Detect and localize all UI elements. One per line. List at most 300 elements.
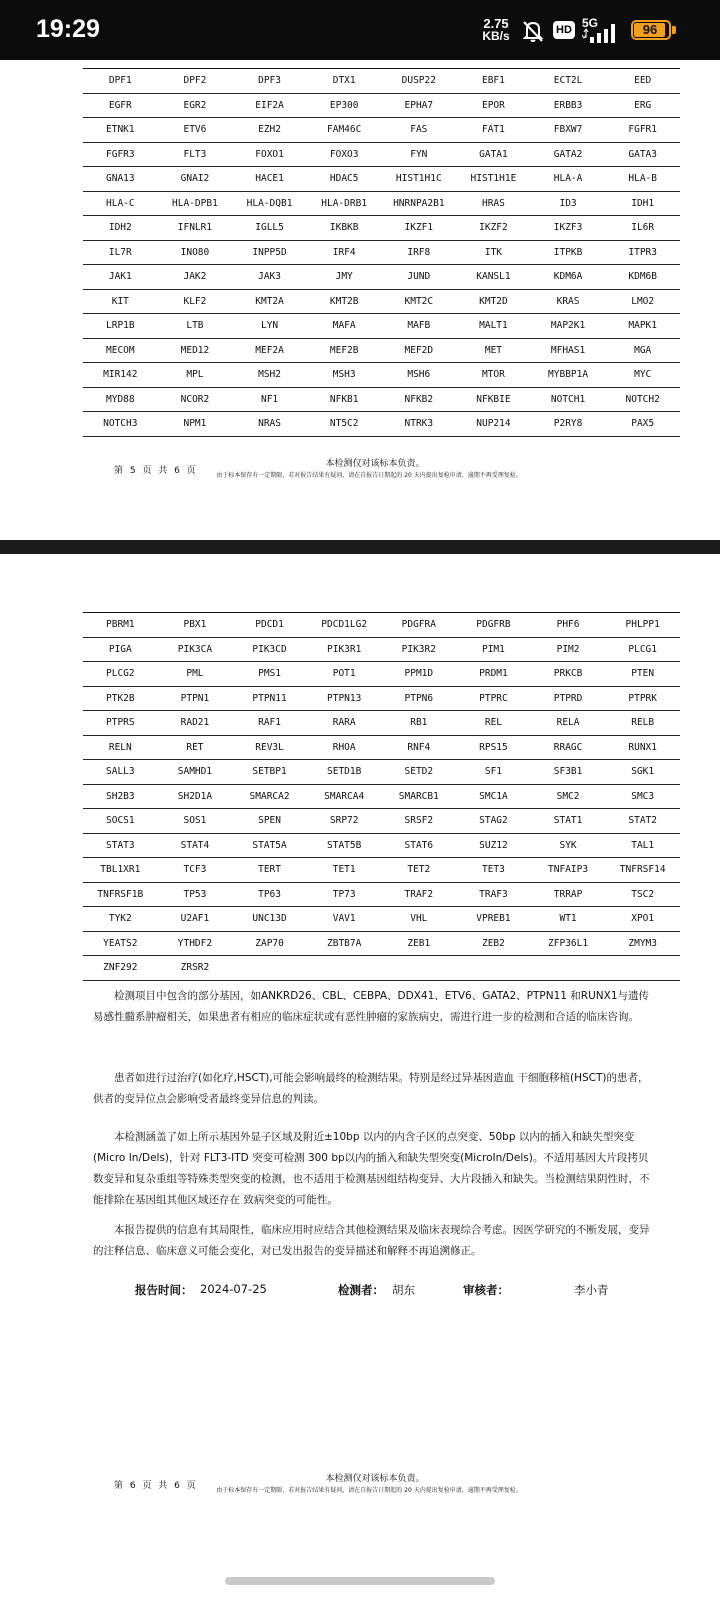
gene-cell: LTB — [158, 314, 233, 339]
gene-table-row — [83, 142, 680, 167]
gene-cell: ID3 — [531, 191, 606, 216]
gene-table-row — [83, 637, 680, 662]
gene-cell: IL6R — [605, 216, 680, 241]
gene-cell: YTHDF2 — [158, 931, 233, 956]
paragraph-hereditary: 检测项目中包含的部分基因，如ANKRD26、CBL、CEBPA、DDX41、ETV6、GATA2、PTPN11 和RUNX1与遗传易感性髓系肿瘤相关，如果患者有相应的临床症状或有恶性肿瘤的家族病史，需进行进一步的检测和合适的临床咨询。 — [93, 990, 650, 1023]
gene-cell: IKBKB — [307, 216, 382, 241]
gene-cell: MAP2K1 — [531, 314, 606, 339]
gene-cell: PBX1 — [158, 613, 233, 638]
gene-cell: MEF2A — [232, 338, 307, 363]
gene-cell: LMO2 — [605, 289, 680, 314]
gene-cell: EIF2A — [232, 93, 307, 118]
gene-table-row — [83, 167, 680, 192]
gene-cell: PTPRC — [456, 686, 531, 711]
gene-cell: P2RY8 — [531, 412, 606, 437]
gene-cell: TYK2 — [83, 907, 158, 932]
gene-cell: RHOA — [307, 735, 382, 760]
gene-cell: KDM6A — [531, 265, 606, 290]
gene-cell: KMT2A — [232, 289, 307, 314]
gene-cell: ITPKB — [531, 240, 606, 265]
gene-cell: FYN — [382, 142, 457, 167]
battery-level: 96 — [642, 22, 658, 37]
network-speed-value: 2.75 — [483, 16, 509, 31]
gene-cell: SMC1A — [456, 784, 531, 809]
gene-table-row — [83, 907, 680, 932]
gene-table-row — [83, 69, 680, 94]
gene-cell: MFHAS1 — [531, 338, 606, 363]
home-gesture-bar[interactable] — [225, 1577, 495, 1585]
gene-cell: PLCG2 — [83, 662, 158, 687]
gene-cell: JAK2 — [158, 265, 233, 290]
gene-cell: SMARCB1 — [382, 784, 457, 809]
gene-cell: PTPRK — [605, 686, 680, 711]
gene-cell: PLCG1 — [605, 637, 680, 662]
report-page-6 — [0, 554, 720, 1600]
gene-cell: HIST1H1E — [456, 167, 531, 192]
gene-cell: ETNK1 — [83, 118, 158, 143]
network-type: 5G — [582, 16, 599, 30]
gene-cell: JMY — [307, 265, 382, 290]
gene-cell: RPS15 — [456, 735, 531, 760]
gene-cell: ZMYM3 — [605, 931, 680, 956]
gene-cell: STAT6 — [382, 833, 457, 858]
gene-cell: MIR142 — [83, 363, 158, 388]
gene-cell: INPP5D — [232, 240, 307, 265]
gene-cell: TCF3 — [158, 858, 233, 883]
report-time: 2024-07-25 — [200, 1282, 267, 1296]
gene-table-row — [83, 216, 680, 241]
gene-cell: FAM46C — [307, 118, 382, 143]
gene-cell: DPF3 — [232, 69, 307, 94]
status-bar — [0, 0, 720, 60]
gene-cell: PDGFRB — [456, 613, 531, 638]
gene-cell: STAG2 — [456, 809, 531, 834]
gene-cell: SOS1 — [158, 809, 233, 834]
gene-cell: TNFRSF14 — [605, 858, 680, 883]
gene-cell: RRAGC — [531, 735, 606, 760]
gene-cell: PDCD1LG2 — [307, 613, 382, 638]
gene-cell: SF3B1 — [531, 760, 606, 785]
gene-cell: ECT2L — [531, 69, 606, 94]
gene-cell: HLA-DPB1 — [158, 191, 233, 216]
gene-cell: RARA — [307, 711, 382, 736]
gene-cell: EGFR — [83, 93, 158, 118]
gene-cell: YEATS2 — [83, 931, 158, 956]
gene-cell: FAT1 — [456, 118, 531, 143]
gene-cell: PTPN11 — [232, 686, 307, 711]
gene-cell: SUZ12 — [456, 833, 531, 858]
gene-cell: STAT1 — [531, 809, 606, 834]
gene-table-row — [83, 858, 680, 883]
gene-cell: PTPRS — [83, 711, 158, 736]
gene-cell: ZEB1 — [382, 931, 457, 956]
gene-cell: NOTCH3 — [83, 412, 158, 437]
gene-cell: IL7R — [83, 240, 158, 265]
page-separator — [0, 540, 720, 554]
gene-cell: KMT2D — [456, 289, 531, 314]
gene-cell: MED12 — [158, 338, 233, 363]
mute-bell-icon — [520, 18, 546, 44]
gene-cell: TET1 — [307, 858, 382, 883]
gene-table-row — [83, 265, 680, 290]
gene-cell: REL — [456, 711, 531, 736]
gene-table-row — [83, 289, 680, 314]
gene-cell: LYN — [232, 314, 307, 339]
gene-cell: VPREB1 — [456, 907, 531, 932]
gene-cell: PHF6 — [531, 613, 606, 638]
gene-cell: SMARCA2 — [232, 784, 307, 809]
gene-cell: ITPR3 — [605, 240, 680, 265]
battery-icon — [631, 20, 677, 42]
gene-table-row — [83, 809, 680, 834]
gene-cell: GATA1 — [456, 142, 531, 167]
gene-cell: HDAC5 — [307, 167, 382, 192]
hd-icon: HD — [553, 21, 575, 39]
footer-disclaimer: 本检测仅对该标本负责。 — [325, 1474, 425, 1484]
gene-table-row — [83, 363, 680, 388]
gene-cell: TP73 — [307, 882, 382, 907]
gene-cell: NTRK3 — [382, 412, 457, 437]
gene-cell: TERT — [232, 858, 307, 883]
gene-cell: PML — [158, 662, 233, 687]
gene-cell: RAF1 — [232, 711, 307, 736]
gene-table-row — [83, 412, 680, 437]
gene-cell: XPO1 — [605, 907, 680, 932]
gene-cell: EED — [605, 69, 680, 94]
footer-note: 由于标本保存有一定期限，若对报告结果有疑问，请在自报告日期起的 20 天内提出复检申请，逾期不再受理复检。 — [216, 472, 522, 479]
gene-cell: MTOR — [456, 363, 531, 388]
gene-cell: MSH6 — [382, 363, 457, 388]
gene-cell: NOTCH2 — [605, 387, 680, 412]
gene-cell: NCOR2 — [158, 387, 233, 412]
gene-cell: PTPRD — [531, 686, 606, 711]
gene-cell: TNFAIP3 — [531, 858, 606, 883]
gene-table-row — [83, 735, 680, 760]
gene-cell: GATA2 — [531, 142, 606, 167]
gene-cell: ETV6 — [158, 118, 233, 143]
gene-cell: RET — [158, 735, 233, 760]
battery-tip — [672, 26, 676, 34]
gene-cell: SRSF2 — [382, 809, 457, 834]
gene-cell: FOXO1 — [232, 142, 307, 167]
gene-cell: NFKB1 — [307, 387, 382, 412]
gene-cell: REV3L — [232, 735, 307, 760]
gene-cell: KDM6B — [605, 265, 680, 290]
gene-cell: SOCS1 — [83, 809, 158, 834]
gene-cell: MAPK1 — [605, 314, 680, 339]
gene-cell: MSH3 — [307, 363, 382, 388]
gene-cell: NFKB2 — [382, 387, 457, 412]
gene-cell: SETD1B — [307, 760, 382, 785]
gene-cell: PIK3R2 — [382, 637, 457, 662]
gene-cell: SMARCA4 — [307, 784, 382, 809]
gene-cell: VHL — [382, 907, 457, 932]
tester-name: 胡东 — [392, 1283, 415, 1297]
gene-cell: ITK — [456, 240, 531, 265]
gene-cell: TET2 — [382, 858, 457, 883]
gene-cell: PHLPP1 — [605, 613, 680, 638]
gene-cell: MSH2 — [232, 363, 307, 388]
gene-cell: TET3 — [456, 858, 531, 883]
gene-cell: SAMHD1 — [158, 760, 233, 785]
gene-cell: PIGA — [83, 637, 158, 662]
gene-cell: IRF4 — [307, 240, 382, 265]
gene-cell: KMT2C — [382, 289, 457, 314]
gene-cell: FAS — [382, 118, 457, 143]
gene-cell: ZEB2 — [456, 931, 531, 956]
paragraph-limitations: 本报告提供的信息有其局限性，临床应用时应结合其他检测结果及临床表现综合考虑。因医学研究的不断发展，变异的注释信息、临床意义可能会变化，对已发出报告的变异描述和解释不再追溯修正。 — [93, 1224, 650, 1257]
gene-cell: KMT2B — [307, 289, 382, 314]
gene-cell: SETD2 — [382, 760, 457, 785]
gene-cell: EGR2 — [158, 93, 233, 118]
gene-cell: PIK3CA — [158, 637, 233, 662]
gene-cell: HLA-A — [531, 167, 606, 192]
gene-cell: SYK — [531, 833, 606, 858]
gene-cell: MEF2B — [307, 338, 382, 363]
gene-table-row — [83, 882, 680, 907]
gene-cell: ZRSR2 — [158, 956, 233, 981]
gene-cell: U2AF1 — [158, 907, 233, 932]
reviewer-name: 李小青 — [574, 1283, 609, 1297]
gene-cell: IKZF3 — [531, 216, 606, 241]
gene-cell: PRKCB — [531, 662, 606, 687]
gene-cell: UNC13D — [232, 907, 307, 932]
gene-cell: TP53 — [158, 882, 233, 907]
gene-cell: IKZF1 — [382, 216, 457, 241]
gene-cell: SH2B3 — [83, 784, 158, 809]
gene-cell: EBF1 — [456, 69, 531, 94]
gene-cell: MECOM — [83, 338, 158, 363]
gene-cell: SMC2 — [531, 784, 606, 809]
gene-cell: EPOR — [456, 93, 531, 118]
gene-table-row — [83, 711, 680, 736]
gene-table-row — [83, 784, 680, 809]
gene-cell: RELA — [531, 711, 606, 736]
gene-cell: TAL1 — [605, 833, 680, 858]
gene-table-row — [83, 191, 680, 216]
gene-cell: DTX1 — [307, 69, 382, 94]
gene-cell: PTK2B — [83, 686, 158, 711]
gene-cell: KIT — [83, 289, 158, 314]
gene-cell: STAT2 — [605, 809, 680, 834]
gene-cell — [456, 956, 531, 981]
gene-cell: RELN — [83, 735, 158, 760]
gene-cell — [232, 956, 307, 981]
gene-cell: IFNLR1 — [158, 216, 233, 241]
gene-cell: STAT3 — [83, 833, 158, 858]
gene-cell: IRF8 — [382, 240, 457, 265]
gene-cell: KLF2 — [158, 289, 233, 314]
gene-table-row — [83, 760, 680, 785]
gene-table-page-5 — [83, 68, 680, 437]
gene-cell: DPF2 — [158, 69, 233, 94]
gene-cell: EZH2 — [232, 118, 307, 143]
gene-cell: TBL1XR1 — [83, 858, 158, 883]
gene-cell: SF1 — [456, 760, 531, 785]
gene-cell: RAD21 — [158, 711, 233, 736]
gene-cell: HACE1 — [232, 167, 307, 192]
gene-cell: PPM1D — [382, 662, 457, 687]
gene-cell: PTPN6 — [382, 686, 457, 711]
gene-cell: PIK3CD — [232, 637, 307, 662]
page-number: 第 6 页 共 6 页 — [114, 1481, 198, 1491]
gene-cell: STAT5B — [307, 833, 382, 858]
gene-table-row — [83, 956, 680, 981]
gene-cell: HLA-C — [83, 191, 158, 216]
gene-cell: PDCD1 — [232, 613, 307, 638]
gene-cell: MYBBP1A — [531, 363, 606, 388]
gene-cell: MEF2D — [382, 338, 457, 363]
gene-cell: DUSP22 — [382, 69, 457, 94]
gene-cell: NFKBIE — [456, 387, 531, 412]
gene-cell: PTPN1 — [158, 686, 233, 711]
gene-cell: NUP214 — [456, 412, 531, 437]
gene-cell: TNFRSF1B — [83, 882, 158, 907]
gene-table-row — [83, 314, 680, 339]
gene-cell: SH2D1A — [158, 784, 233, 809]
gene-cell: ZAP70 — [232, 931, 307, 956]
gene-cell: HIST1H1C — [382, 167, 457, 192]
gene-cell: GATA3 — [605, 142, 680, 167]
gene-table-row — [83, 931, 680, 956]
gene-cell: POT1 — [307, 662, 382, 687]
gene-cell: PIK3R1 — [307, 637, 382, 662]
gene-cell: GNAI2 — [158, 167, 233, 192]
gene-table-row — [83, 118, 680, 143]
gene-cell: TRRAP — [531, 882, 606, 907]
gene-cell: JUND — [382, 265, 457, 290]
gene-cell: IDH2 — [83, 216, 158, 241]
gene-cell: STAT4 — [158, 833, 233, 858]
gene-cell — [382, 956, 457, 981]
gene-cell: HLA-DQB1 — [232, 191, 307, 216]
gene-cell: ZNF292 — [83, 956, 158, 981]
paragraph-coverage: 本检测涵盖了如上所示基因外显子区域及附近±10bp 以内的内含子区的点突变、50bp 以内的插入和缺失型突变(Micro In/Dels)，针对 FLT3-ITD 突变可检测 300 bp以内的插入和缺失型突变(MicroIn/Dels)。不适用基因大片段拷贝数变异和复杂重组等特殊类型突变的检测，也不适用于检测基因组结构变异、大片段插入和缺失。当检测结果阴性时，不能排除在基因组其他区域还存在 致病突变的可能性。 — [93, 1131, 650, 1206]
gene-cell: RUNX1 — [605, 735, 680, 760]
gene-cell: MYD88 — [83, 387, 158, 412]
gene-cell: MAFA — [307, 314, 382, 339]
gene-cell: VAV1 — [307, 907, 382, 932]
gene-cell: HNRNPA2B1 — [382, 191, 457, 216]
network-speed-unit: KB/s — [482, 29, 510, 43]
gene-cell: PBRM1 — [83, 613, 158, 638]
gene-cell: TP63 — [232, 882, 307, 907]
gene-cell: IDH1 — [605, 191, 680, 216]
gene-table-row — [83, 833, 680, 858]
gene-cell: NOTCH1 — [531, 387, 606, 412]
gene-cell: INO80 — [158, 240, 233, 265]
gene-cell: EPHA7 — [382, 93, 457, 118]
gene-cell — [307, 956, 382, 981]
gene-table-row — [83, 613, 680, 638]
gene-table-row — [83, 338, 680, 363]
gene-cell: SETBP1 — [232, 760, 307, 785]
gene-cell: NRAS — [232, 412, 307, 437]
gene-cell: PAX5 — [605, 412, 680, 437]
gene-cell: PIM1 — [456, 637, 531, 662]
gene-cell: STAT5A — [232, 833, 307, 858]
gene-cell: HRAS — [456, 191, 531, 216]
gene-table-row — [83, 662, 680, 687]
gene-cell: NT5C2 — [307, 412, 382, 437]
gene-cell: FGFR3 — [83, 142, 158, 167]
gene-cell: JAK1 — [83, 265, 158, 290]
gene-table-row — [83, 240, 680, 265]
tester-label: 检测者： — [338, 1283, 384, 1297]
gene-cell: WT1 — [531, 907, 606, 932]
gene-cell: MET — [456, 338, 531, 363]
gene-cell: NF1 — [232, 387, 307, 412]
report-time-label: 报告时间： — [135, 1283, 193, 1297]
reviewer-label: 审核者： — [463, 1283, 509, 1297]
gene-cell: SGK1 — [605, 760, 680, 785]
gene-cell: GNA13 — [83, 167, 158, 192]
gene-table-row — [83, 387, 680, 412]
page-number: 第 5 页 共 6 页 — [114, 466, 198, 476]
gene-cell: PDGFRA — [382, 613, 457, 638]
gene-cell: LRP1B — [83, 314, 158, 339]
gene-cell: TRAF2 — [382, 882, 457, 907]
gene-cell: PMS1 — [232, 662, 307, 687]
gene-cell: MPL — [158, 363, 233, 388]
gene-cell: MALT1 — [456, 314, 531, 339]
signature-line — [0, 1282, 720, 1302]
gene-cell: HLA-B — [605, 167, 680, 192]
gene-cell: ZBTB7A — [307, 931, 382, 956]
gene-cell: FBXW7 — [531, 118, 606, 143]
gene-cell: SRP72 — [307, 809, 382, 834]
gene-cell: FLT3 — [158, 142, 233, 167]
gene-cell: RNF4 — [382, 735, 457, 760]
gene-cell: PRDM1 — [456, 662, 531, 687]
gene-cell: MYC — [605, 363, 680, 388]
gene-cell — [605, 956, 680, 981]
gene-cell: PTEN — [605, 662, 680, 687]
gene-table-page-6 — [83, 612, 680, 981]
gene-cell: TSC2 — [605, 882, 680, 907]
gene-cell: MGA — [605, 338, 680, 363]
gene-cell: RELB — [605, 711, 680, 736]
footer-disclaimer: 本检测仅对该标本负责。 — [325, 459, 425, 469]
gene-cell: ERG — [605, 93, 680, 118]
gene-cell: DPF1 — [83, 69, 158, 94]
gene-cell: SPEN — [232, 809, 307, 834]
gene-cell: ERBB3 — [531, 93, 606, 118]
gene-cell: IKZF2 — [456, 216, 531, 241]
gene-cell: FOXO3 — [307, 142, 382, 167]
gene-cell: SMC3 — [605, 784, 680, 809]
gene-cell: IGLL5 — [232, 216, 307, 241]
gene-cell — [531, 956, 606, 981]
gene-table-row — [83, 93, 680, 118]
clock: 19:29 — [36, 15, 100, 43]
gene-cell: TRAF3 — [456, 882, 531, 907]
gene-cell: MAFB — [382, 314, 457, 339]
gene-cell: PTPN13 — [307, 686, 382, 711]
gene-cell: SALL3 — [83, 760, 158, 785]
gene-table-row — [83, 686, 680, 711]
gene-cell: FGFR1 — [605, 118, 680, 143]
footer-note: 由于标本保存有一定期限，若对报告结果有疑问，请在自报告日期起的 20 天内提出复检申请，逾期不再受理复检。 — [216, 1487, 522, 1494]
gene-cell: EP300 — [307, 93, 382, 118]
gene-cell: KANSL1 — [456, 265, 531, 290]
gene-cell: KRAS — [531, 289, 606, 314]
paragraph-hsct: 患者如进行过治疗(如化疗,HSCT),可能会影响最终的检测结果。特别是经过异基因造血 干细胞移植(HSCT)的患者，供者的变异位点会影响受者最终变异信息的判读。 — [93, 1072, 649, 1105]
gene-cell: RB1 — [382, 711, 457, 736]
gene-cell: ZFP36L1 — [531, 931, 606, 956]
report-page-5 — [0, 60, 720, 540]
gene-cell: PIM2 — [531, 637, 606, 662]
